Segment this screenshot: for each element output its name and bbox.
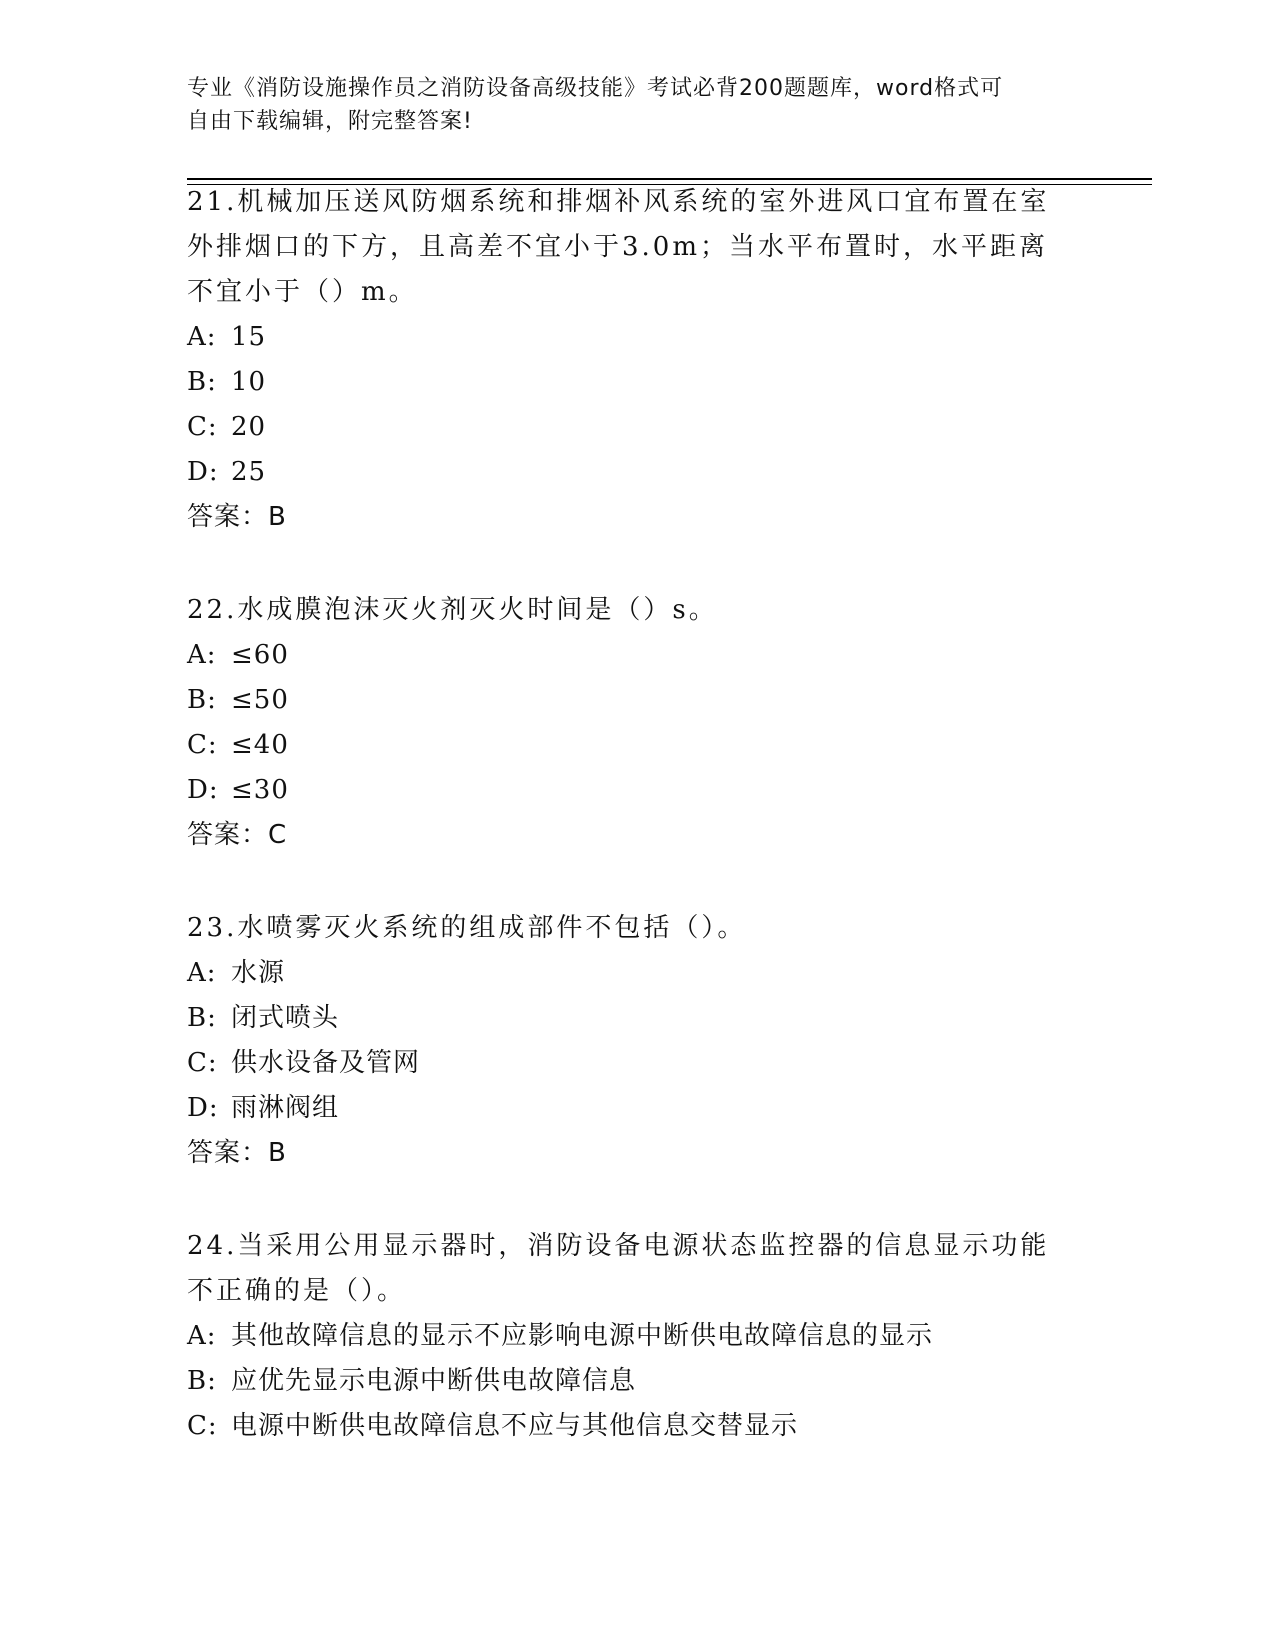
option-letter: B:: [187, 367, 217, 397]
option-text: 应优先显示电源中断供电故障信息: [231, 1366, 637, 1396]
option-a: [187, 315, 1067, 360]
option-text: 水源: [231, 958, 286, 988]
question-22: [187, 588, 1067, 858]
option-c: [187, 723, 1067, 768]
document-header: [187, 72, 1067, 138]
option-text: 供水设备及管网: [231, 1048, 421, 1078]
option-letter: C:: [187, 730, 218, 760]
option-a: [187, 633, 1067, 678]
option-text: 10: [231, 367, 267, 397]
option-d: [187, 450, 1067, 495]
option-b: [187, 360, 1067, 405]
option-c: [187, 1404, 1067, 1449]
question-21: [187, 180, 1067, 540]
option-a: [187, 1314, 1067, 1359]
option-letter: C:: [187, 412, 218, 442]
option-text: 电源中断供电故障信息不应与其他信息交替显示: [231, 1411, 799, 1441]
option-letter: C:: [187, 1411, 218, 1441]
option-letter: A:: [187, 1321, 217, 1351]
option-letter: B:: [187, 1366, 217, 1396]
question-23: [187, 906, 1067, 1176]
option-b: [187, 678, 1067, 723]
question-stem: 23.水喷雾灭火系统的组成部件不包括（）。: [187, 913, 747, 943]
option-c: [187, 1041, 1067, 1086]
option-text: 其他故障信息的显示不应影响电源中断供电故障信息的显示: [231, 1321, 934, 1351]
option-letter: B:: [187, 685, 217, 715]
option-b: [187, 996, 1067, 1041]
option-text: 闭式喷头: [231, 1003, 340, 1033]
option-letter: A:: [187, 958, 217, 988]
option-letter: A:: [187, 640, 217, 670]
option-letter: B:: [187, 1003, 217, 1033]
option-letter: D:: [187, 457, 219, 487]
option-text: ≤40: [231, 730, 289, 760]
answer-label: 答案：B: [187, 1138, 287, 1168]
header-line-1: 专业《消防设施操作员之消防设备高级技能》考试必背200题题库，word格式可: [187, 76, 1004, 101]
option-letter: A:: [187, 322, 217, 352]
option-letter: D:: [187, 1093, 219, 1123]
option-d: [187, 768, 1067, 813]
header-line-2: 自由下载编辑，附完整答案!: [187, 109, 473, 134]
option-text: ≤50: [231, 685, 289, 715]
option-letter: C:: [187, 1048, 218, 1078]
question-24: [187, 1224, 1067, 1449]
question-stem: 22.水成膜泡沫灭火剂灭火时间是（）s。: [187, 595, 718, 625]
question-stem: 21.机械加压送风防烟系统和排烟补风系统的室外进风口宜布置在室外排烟口的下方，且高差不宜小于3.0m；当水平布置时，水平距离不宜小于（）m。: [187, 187, 1050, 307]
option-text: ≤60: [231, 640, 289, 670]
option-text: 20: [231, 412, 267, 442]
answer-label: 答案：B: [187, 502, 287, 532]
option-c: [187, 405, 1067, 450]
option-a: [187, 951, 1067, 996]
option-letter: D:: [187, 775, 219, 805]
answer-label: 答案：C: [187, 820, 288, 850]
option-b: [187, 1359, 1067, 1404]
option-text: 雨淋阀组: [231, 1093, 340, 1123]
option-text: 15: [231, 322, 267, 352]
option-d: [187, 1086, 1067, 1131]
option-text: ≤30: [231, 775, 289, 805]
question-stem: 24.当采用公用显示器时，消防设备电源状态监控器的信息显示功能不正确的是（）。: [187, 1231, 1050, 1306]
option-text: 25: [231, 457, 267, 487]
